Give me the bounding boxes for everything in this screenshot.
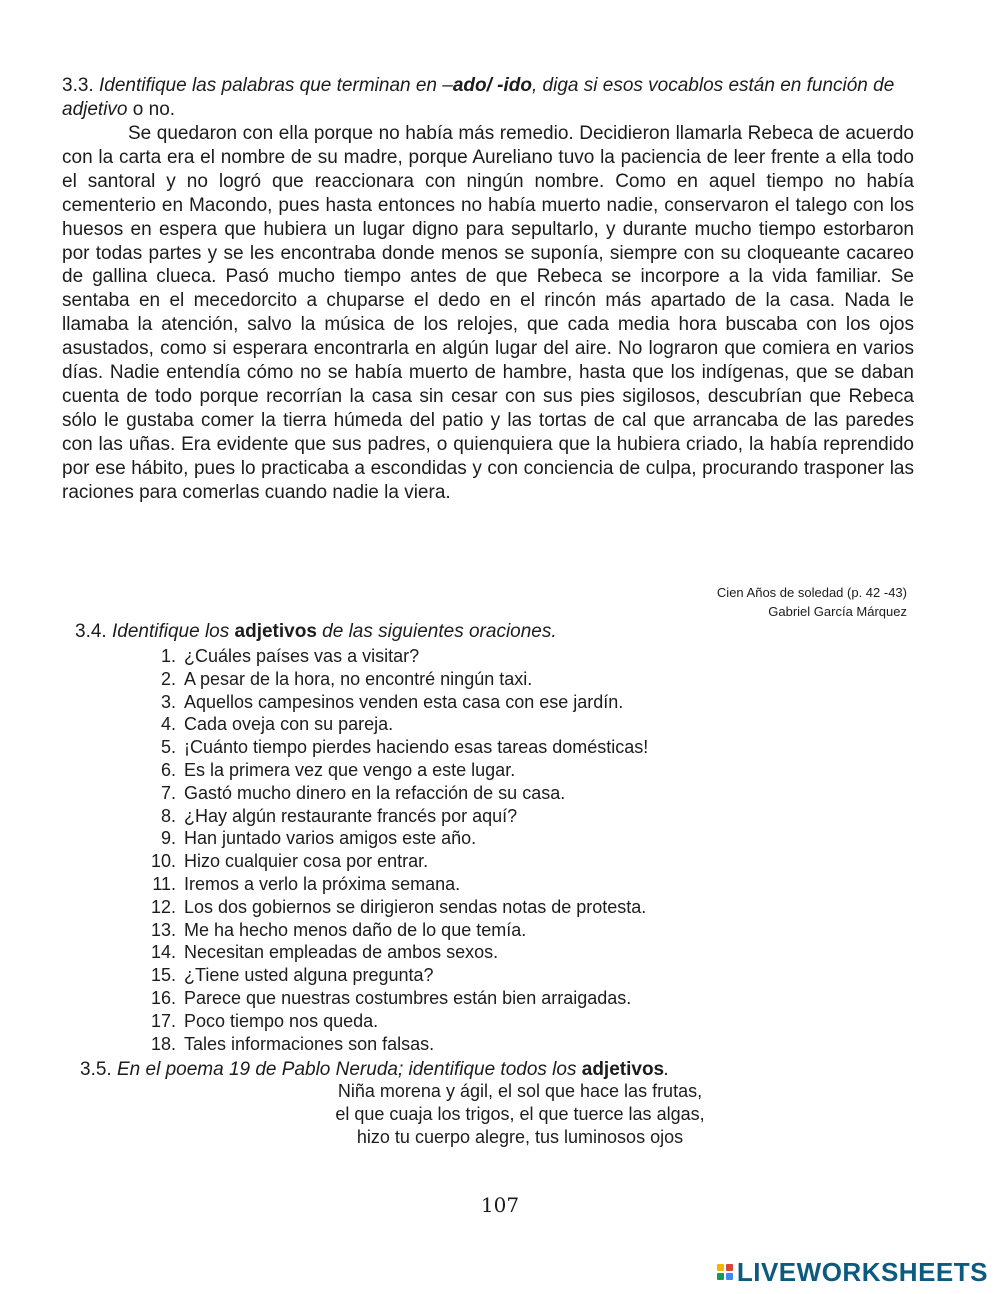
citation-author: Gabriel García Márquez: [768, 604, 907, 619]
section-3-4-heading: [75, 620, 775, 644]
list-item: 13. Me ha hecho menos daño de lo que temía.: [150, 919, 527, 940]
page-number: 107: [480, 1193, 520, 1217]
list-item: 18. Tales informaciones son falsas.: [150, 1033, 435, 1054]
list-item: 14. Necesitan empleadas de ambos sexos.: [150, 942, 499, 963]
section-3-5-heading: [80, 1058, 800, 1082]
instruction-text: .: [664, 1059, 670, 1080]
list-item: 8. ¿Hay algún restaurante francés por aquí?: [160, 805, 518, 826]
list-item: 17. Poco tiempo nos queda.: [150, 1010, 379, 1031]
section-number: 3.3.: [62, 75, 94, 96]
section-number: 3.4.: [75, 621, 107, 642]
list-item: 7. Gastó mucho dinero en la refacción de su casa.: [160, 782, 566, 803]
list-item: 5. ¡Cuánto tiempo pierdes haciendo esas tareas domésticas!: [160, 737, 649, 758]
logo-tiles-icon: [717, 1264, 733, 1280]
sentence-list: [132, 645, 832, 1055]
list-item: 15. ¿Tiene usted alguna pregunta?: [150, 965, 434, 986]
section-number: 3.5.: [80, 1059, 112, 1080]
citation-book: Cien Años de soledad (p. 42 -43): [716, 585, 907, 600]
list-item: 16. Parece que nuestras costumbres están bien arraigadas.: [150, 987, 632, 1008]
instruction-text: Identifique las palabras que terminan en –: [98, 75, 453, 96]
instruction-text: , diga si esos vocablos están en función de adjetivo: [62, 75, 895, 120]
instruction-text: En el poema 19 de Pablo Neruda; identifique todos los: [116, 1059, 582, 1080]
list-item: 6. Es la primera vez que vengo a este lugar.: [160, 759, 516, 780]
poem-excerpt: [260, 1080, 780, 1149]
list-item: 9. Han juntado varios amigos este año.: [160, 828, 477, 849]
instruction-emphasis: ado/ -ido: [452, 75, 532, 96]
section-3-3-heading: [62, 74, 918, 122]
instruction-text: Identifique los: [111, 621, 235, 642]
list-item: 4. Cada oveja con su pareja.: [160, 714, 394, 735]
list-item: 3. Aquellos campesinos venden esta casa con ese jardín.: [160, 691, 624, 712]
list-item: 12. Los dos gobiernos se dirigieron sendas notas de protesta.: [150, 896, 647, 917]
list-item: 11. Iremos a verlo la próxima semana.: [152, 873, 461, 894]
instruction-text: o no.: [127, 99, 176, 120]
list-item: 10. Hizo cualquier cosa por entrar.: [150, 851, 429, 872]
instruction-emphasis: adjetivos: [581, 1059, 665, 1080]
list-item: 1. ¿Cuáles países vas a visitar?: [160, 646, 420, 666]
instruction-text: de las siguientes oraciones.: [316, 621, 557, 642]
logo-text: LIVEWORKSHEETS: [736, 1256, 988, 1287]
reading-paragraph: Se quedaron con ella porque no había más remedio. Decidieron llamarla Rebeca de acuerdo con la carta era el nombre de su madre, porque Aureliano tuvo la paciencia de leer frente a ella todo el santoral y no logró que reaccionara con ningún nombre. Como en aquel tiempo no había cementerio en Macondo, pues hasta entonces no había muerto nadie, conservaron el talego con los huesos en espera que hubiera un lugar digno para sepultarlo, y durante mucho tiempo estorbaron por todas partes y se les encontraba donde menos se suponía, siempre con su cloqueante cacareo de gallina clueca. Pasó mucho tiempo antes de que Rebeca se incorpore a la vida familiar. Se sentaba en el mecedorcito a chuparse el dedo en el rincón más apartado de la casa. Nada le llamaba la atención, salvo la música de los relojes, que cada media hora buscaba con los ojos asustados, como si esperara encontrarla en algún lugar del aire. No lograron que comiera en varios días. Nadie entendía cómo no se había muerto de hambre, hasta que los indígenas, que se daban cuenta de todo porque recorrían la casa sin cesar con sus pies sigilosos, descubrían que Rebeca sólo le gustaba comer la tierra húmeda del patio y las tortas de cal que arrancaba de las paredes con las uñas. Era evidente que sus padres, o quienquiera que la hubiera criado, la había reprendido por ese hábito, pues lo practicaba a escondidas y con conciencia de culpa, procurando trasponer las raciones para comerlas cuando nadie la viera.: [62, 123, 914, 503]
poem-line: Niña morena y ágil, el sol que hace las frutas,: [337, 1081, 703, 1101]
instruction-emphasis: adjetivos: [234, 621, 317, 642]
poem-line: hizo tu cuerpo alegre, tus luminosos ojos: [356, 1127, 684, 1147]
poem-line: el que cuaja los trigos, el que tuerce las algas,: [335, 1104, 705, 1124]
citation: [507, 583, 907, 621]
list-item: 2. A pesar de la hora, no encontré ningún taxi.: [160, 668, 533, 689]
liveworksheets-logo: [717, 1256, 988, 1288]
